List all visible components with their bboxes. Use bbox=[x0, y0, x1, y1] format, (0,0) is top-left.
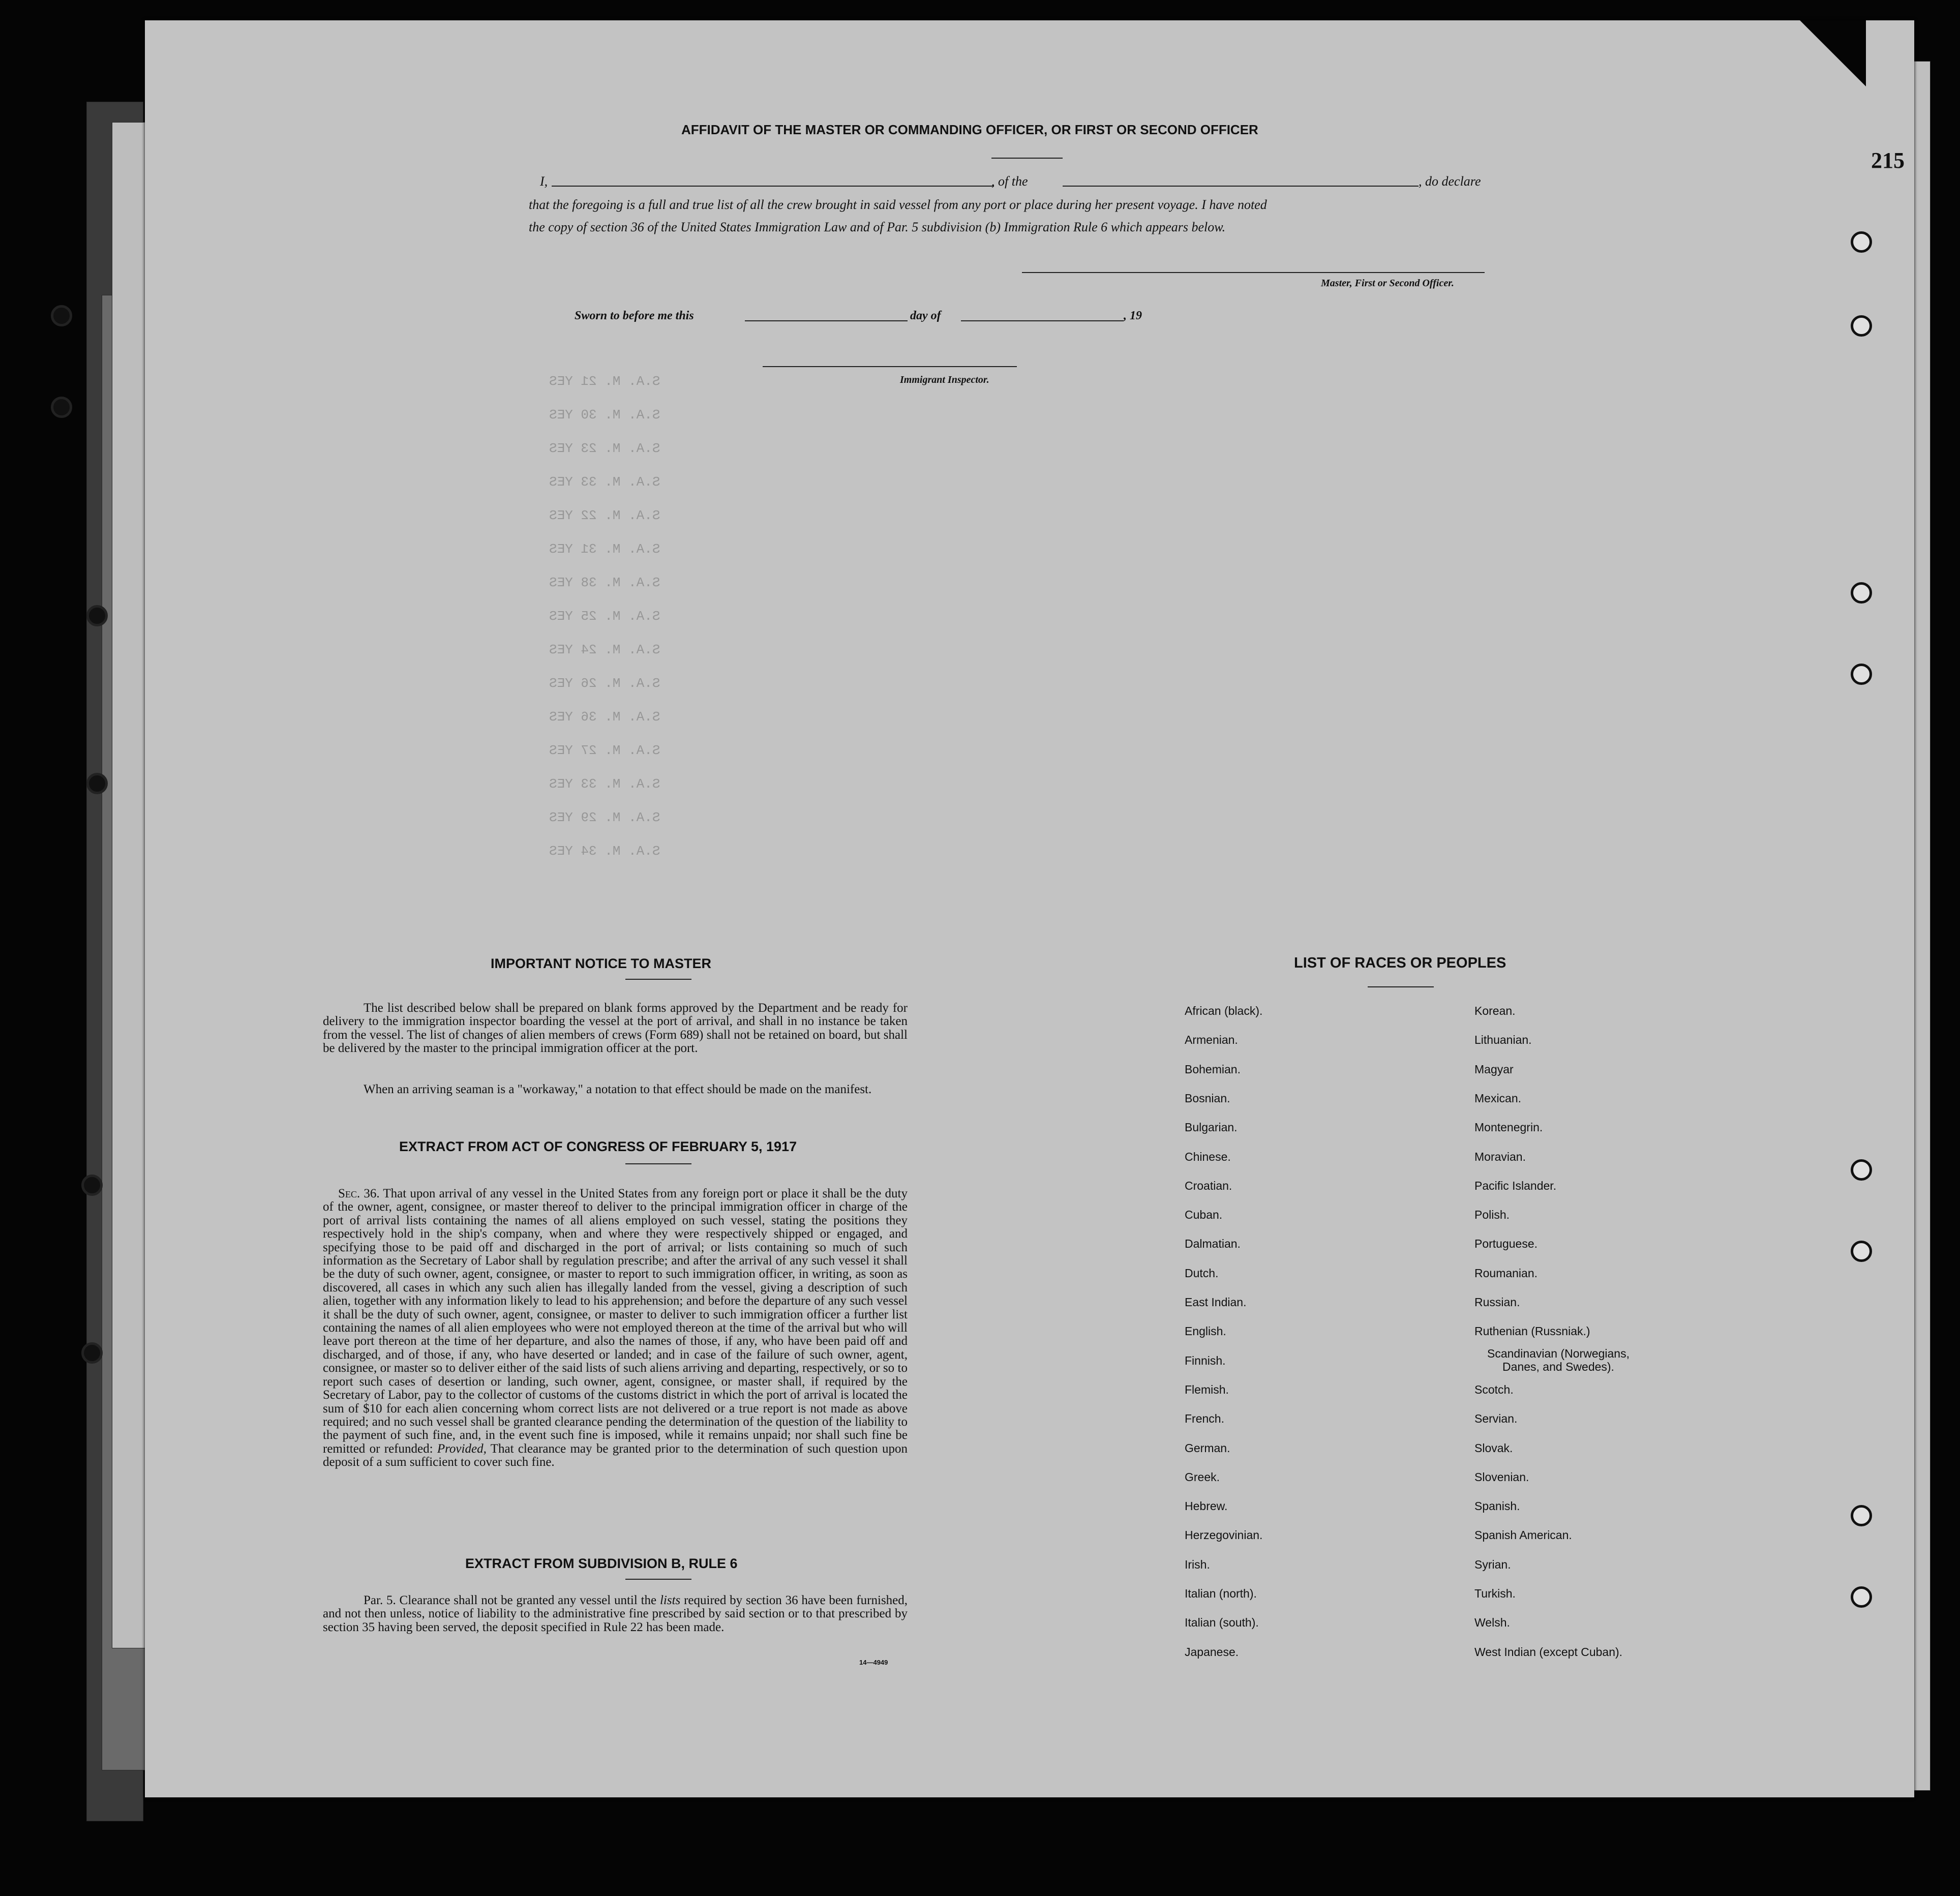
section-text: That upon arrival of any vessel in the United States from any foreign port or place it shall be the duty of the owner, agent, consignee, or master thereof to deliver to the principal immigration officer in charge of the port of arrival lists containing the names of all aliens employed on such vessel, stating the positions they respectively hold in the ship's company, when and where they were respectively shipped or engaged, and specifying those to be paid off and discharged in the port of arrival; or lists containing so much of such information as the Secretary of Labor shall by regulation prescribe; and after the arrival of any such vessel it shall be the duty of such owner, agent, consignee, or master to report to such immigration officer, in writing, as soon as discovered, all cases in which any such alien has illegally landed from the vessel, giving a description of such alien, together with any information likely to lead to his apprehension; and before the departure of any such vessel it shall be the duty of such owner, agent, consignee, or master to deliver to such immigration officer a further list containing the names of all alien employees who were not employed thereon at the time of the arrival but who will leave port thereon at the time of her departure, and also the names of those, if any, who have been paid off and discharged, and of those, if any, who have deserted or landed; and in case of the failure of such owner, agent, consignee, or master so to deliver either of the said lists of such aliens arriving and departing, respectively, or so to report such cases of desertion or landing, such owner, agent, consignee, or master shall, if required by the Secretary of Labor, pay to the collector of customs of the customs district in which the port of arrival is located the sum of $10 for each alien concerning whom correct lists are not delivered or a true report is not made as above required; and no such vessel shall be granted clearance pending the determination of the question of the liability to the payment of such fine, and, in the event such fine is imposed, while it remains unpaid; nor shall such fine be remitted or refunded: bbox=[323, 1187, 908, 1456]
act-extract-text bbox=[323, 1187, 908, 1469]
rule-text-emphasis: lists bbox=[659, 1593, 681, 1607]
race-item: Greek. bbox=[1185, 1470, 1220, 1484]
divider bbox=[625, 1163, 691, 1164]
race-item: Magyar bbox=[1474, 1062, 1514, 1076]
binder-hole bbox=[1851, 231, 1872, 253]
sworn-year-label: , 19 bbox=[1124, 309, 1142, 322]
act-extract-title: EXTRACT FROM ACT OF CONGRESS OF FEBRUARY 5, 1917 bbox=[399, 1139, 797, 1154]
race-item: Scotch. bbox=[1474, 1382, 1514, 1396]
bleed-through-row: S.A. M. 36 YES bbox=[549, 709, 660, 725]
section-label: Sec. 36. bbox=[338, 1187, 380, 1200]
binder-hole bbox=[1851, 1586, 1872, 1608]
proviso-label: Provided, bbox=[437, 1441, 487, 1456]
divider bbox=[1368, 986, 1434, 987]
race-item: Spanish American. bbox=[1474, 1528, 1572, 1542]
race-item: Russian. bbox=[1474, 1296, 1520, 1309]
race-item: Welsh. bbox=[1474, 1616, 1510, 1630]
page-number: 215 bbox=[1871, 148, 1905, 173]
binder-hole bbox=[51, 305, 72, 326]
sworn-day-label: day of bbox=[910, 309, 941, 322]
race-item: Pacific Islander. bbox=[1474, 1179, 1557, 1192]
binder-hole bbox=[1851, 1159, 1872, 1181]
race-item: Bosnian. bbox=[1185, 1091, 1230, 1105]
race-item: East Indian. bbox=[1185, 1296, 1247, 1309]
divider bbox=[991, 158, 1063, 159]
race-item: English. bbox=[1185, 1325, 1226, 1338]
bleed-through-row: S.A. M. 21 YES bbox=[549, 374, 660, 389]
affidavit-i-label: I, bbox=[540, 174, 548, 189]
blank-line bbox=[552, 186, 994, 187]
race-item: Bohemian. bbox=[1185, 1062, 1241, 1076]
blank-line bbox=[1063, 186, 1419, 187]
bleed-through-row: S.A. M. 30 YES bbox=[549, 407, 660, 423]
affidavit-title: AFFIDAVIT OF THE MASTER OR COMMANDING OFFICER, OR FIRST OR SECOND OFFICER bbox=[681, 122, 1258, 137]
bleed-through-row: S.A. M. 24 YES bbox=[549, 642, 660, 657]
binder-hole bbox=[86, 605, 108, 626]
race-item: Chinese. bbox=[1185, 1150, 1231, 1163]
race-item: Hebrew. bbox=[1185, 1499, 1228, 1513]
bleed-through-row: S.A. M. 23 YES bbox=[549, 441, 660, 456]
rule-text: Par. 5. Clearance shall not be granted any vessel until the bbox=[364, 1593, 657, 1607]
race-item: Ruthenian (Russniak.) bbox=[1474, 1325, 1590, 1338]
rule-extract-title: EXTRACT FROM SUBDIVISION B, RULE 6 bbox=[465, 1556, 738, 1571]
race-item: Dalmatian. bbox=[1185, 1237, 1241, 1251]
binder-hole bbox=[1851, 1241, 1872, 1262]
sworn-label: Sworn to before me this bbox=[575, 309, 694, 322]
race-item: Bulgarian. bbox=[1185, 1121, 1238, 1134]
signature-label: Master, First or Second Officer. bbox=[1321, 278, 1454, 289]
race-item: Roumanian. bbox=[1474, 1266, 1538, 1280]
races-title: LIST OF RACES OR PEOPLES bbox=[1294, 955, 1506, 971]
race-item: Spanish. bbox=[1474, 1499, 1520, 1513]
notice-paragraph: The list described below shall be prepared on blank forms approved by the Department and be ready for delivery to the immigration inspector boarding the vessel at the port of arrival, and shall in no instance be taken from the vessel. The list of changes of alien members of crews (Form 689) shall not be retained on board, but shall be delivered by the master to the principal immigration officer at the port. bbox=[323, 1001, 908, 1056]
proviso-text: That clearance may be granted prior to the determination of such question upon deposit of a sum sufficient to cover such fine. bbox=[323, 1441, 908, 1469]
race-item: Slovenian. bbox=[1474, 1470, 1529, 1484]
bleed-through-row: S.A. M. 33 YES bbox=[549, 776, 660, 792]
race-item: Dutch. bbox=[1185, 1266, 1219, 1280]
bleed-through-row: S.A. M. 38 YES bbox=[549, 575, 660, 590]
binder-hole bbox=[1851, 315, 1872, 337]
bleed-through-row: S.A. M. 22 YES bbox=[549, 508, 660, 523]
form-number: 14—4949 bbox=[859, 1659, 888, 1666]
divider bbox=[625, 979, 691, 980]
affidavit-of-label: , of the bbox=[991, 174, 1028, 189]
binder-hole bbox=[51, 397, 72, 418]
race-item: Polish. bbox=[1474, 1208, 1510, 1222]
notice-title: IMPORTANT NOTICE TO MASTER bbox=[491, 956, 711, 971]
inspector-label: Immigrant Inspector. bbox=[900, 374, 989, 385]
race-item: Herzegovinian. bbox=[1185, 1528, 1263, 1542]
race-item: Cuban. bbox=[1185, 1208, 1223, 1222]
race-item: Servian. bbox=[1474, 1412, 1518, 1426]
binder-hole bbox=[81, 1175, 103, 1196]
rule-text: required by section 36 have been furnished, and not then unless, notice of liability to the administrative fine prescribed by said section or to that prescribed by section 35 having been served, the deposit specified in Rule 22 has been made. bbox=[323, 1593, 908, 1634]
race-item: Mexican. bbox=[1474, 1091, 1522, 1105]
bleed-through-row: S.A. M. 27 YES bbox=[549, 743, 660, 758]
race-item: Croatian. bbox=[1185, 1179, 1232, 1192]
race-item: Irish. bbox=[1185, 1557, 1210, 1571]
binder-hole bbox=[86, 773, 108, 794]
bleed-through-row: S.A. M. 31 YES bbox=[549, 541, 660, 557]
race-item: Finnish. bbox=[1185, 1353, 1226, 1367]
rule-extract-text bbox=[323, 1594, 908, 1634]
race-item: Montenegrin. bbox=[1474, 1121, 1543, 1134]
race-item: Korean. bbox=[1474, 1004, 1516, 1017]
race-item: Portuguese. bbox=[1474, 1237, 1538, 1251]
manifest-sheet bbox=[145, 20, 1914, 1797]
binder-hole bbox=[1851, 582, 1872, 604]
race-item: West Indian (except Cuban). bbox=[1474, 1645, 1623, 1659]
race-item: Armenian. bbox=[1185, 1033, 1238, 1047]
affidavit-statement: the copy of section 36 of the United States Immigration Law and of Par. 5 subdivision (b) Immigration Rule 6 which appears below. bbox=[529, 220, 1226, 234]
binder-hole bbox=[1851, 1505, 1872, 1526]
race-item: Lithuanian. bbox=[1474, 1033, 1532, 1047]
race-item: Syrian. bbox=[1474, 1557, 1511, 1571]
race-item: Japanese. bbox=[1185, 1645, 1239, 1659]
notice-paragraph: When an arriving seaman is a "workaway," a notation to that effect should be made on the manifest. bbox=[364, 1082, 872, 1096]
blank-line bbox=[961, 320, 1124, 321]
bleed-through-row: S.A. M. 29 YES bbox=[549, 810, 660, 825]
affidavit-declare-label: , do declare bbox=[1419, 174, 1481, 189]
bleed-through-row: S.A. M. 26 YES bbox=[549, 676, 660, 691]
race-item: French. bbox=[1185, 1412, 1224, 1426]
bleed-through-row: S.A. M. 34 YES bbox=[549, 844, 660, 859]
signature-line bbox=[1022, 272, 1485, 273]
divider bbox=[625, 1579, 691, 1580]
blank-line bbox=[745, 320, 908, 321]
race-item: Turkish. bbox=[1474, 1587, 1516, 1600]
race-item: Italian (north). bbox=[1185, 1587, 1257, 1600]
race-item: Slovak. bbox=[1474, 1441, 1513, 1455]
race-item: German. bbox=[1185, 1441, 1230, 1455]
binder-hole bbox=[1851, 664, 1872, 685]
race-item: Moravian. bbox=[1474, 1150, 1526, 1163]
bleed-through-row: S.A. M. 25 YES bbox=[549, 609, 660, 624]
race-item: African (black). bbox=[1185, 1004, 1263, 1017]
race-item: Italian (south). bbox=[1185, 1616, 1259, 1630]
bleed-through-row: S.A. M. 33 YES bbox=[549, 474, 660, 490]
inspector-signature-line bbox=[763, 366, 1017, 367]
affidavit-statement: that the foregoing is a full and true list of all the crew brought in said vessel from any port or place during her present voyage. I have noted bbox=[529, 197, 1267, 212]
binder-hole bbox=[81, 1342, 103, 1364]
race-item: Flemish. bbox=[1185, 1382, 1229, 1396]
race-item: Scandinavian (Norwegians, Danes, and Swedes). bbox=[1487, 1346, 1630, 1373]
